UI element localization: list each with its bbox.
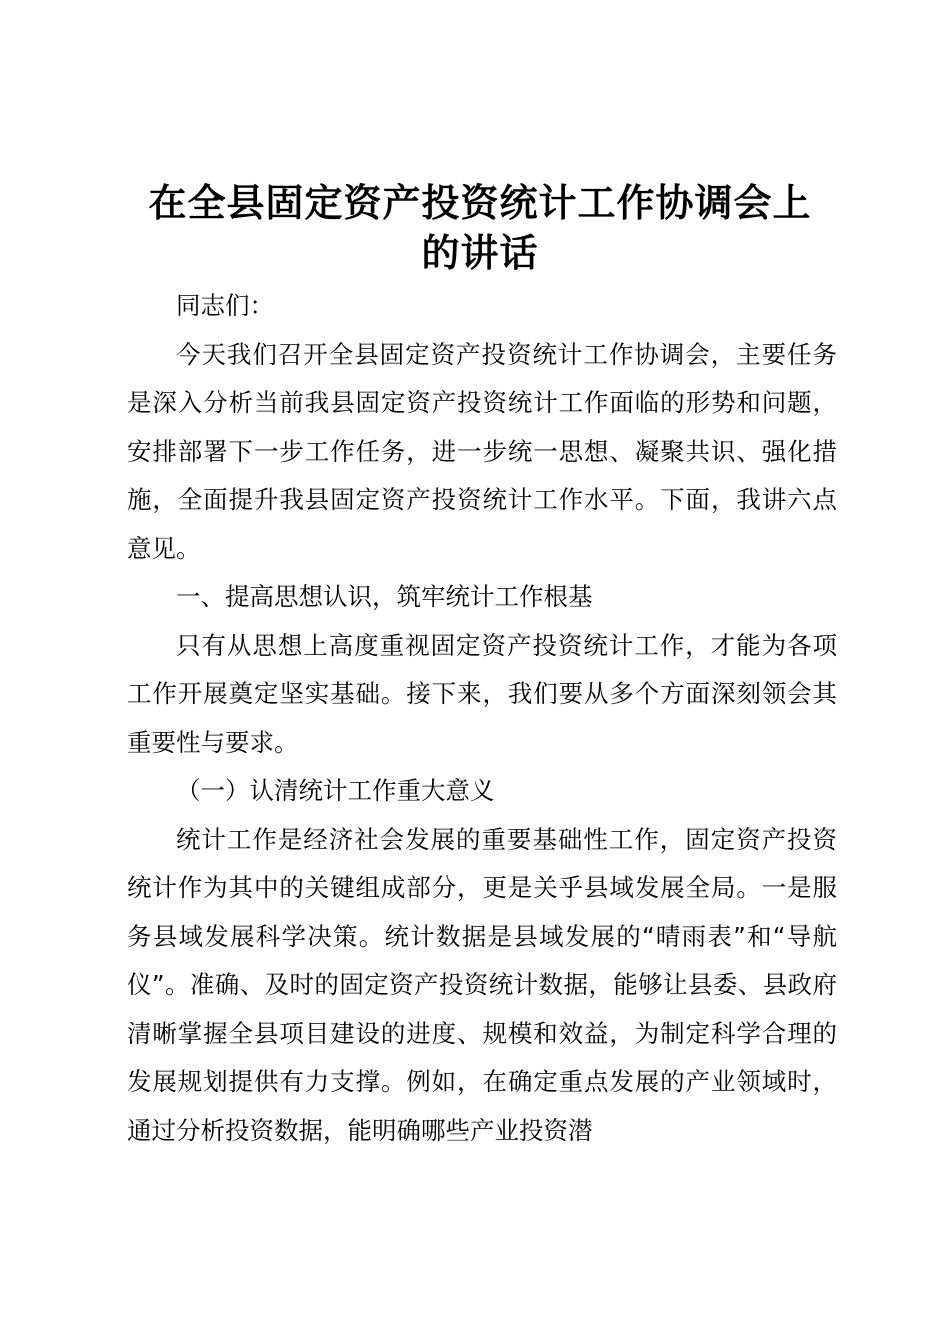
salutation: 同志们： (176, 291, 274, 320)
section-heading-1: 一、提高思想认识，筑牢统计工作根基 (176, 582, 593, 611)
title-line-2: 的讲话 (421, 231, 539, 275)
paragraph-intro: 今天我们召开全县固定资产投资统计工作协调会，主要任务是深入分析当前我县固定资产投资统计工作面临的形势和问题，安排部署下一步工作任务，进一步统一思想、凝聚共识、强化措施，全面提升我县固定资产投资统计工作水平。下面，我讲六点意见。 (127, 339, 837, 563)
document-title (120, 178, 840, 278)
document-body (127, 282, 837, 1155)
subsection-heading-1: （一）认清统计工作重大意义 (176, 776, 495, 805)
title-line-1: 在全县固定资产投资统计工作协调会上 (148, 181, 812, 225)
paragraph-subsection-1-body: 统计工作是经济社会发展的重要基础性工作，固定资产投资统计作为其中的关键组成部分，更是关乎县域发展全局。一是服务县域发展科学决策。统计数据是县域发展的“晴雨表”和“导航仪”。准确、及时的固定资产投资统计数据，能够让县委、县政府清晰掌握全县项目建设的进度、规模和效益，为制定科学合理的发展规划提供有力支撑。例如，在确定重点发展的产业领域时，通过分析投资数据，能明确哪些产业投资潜 (127, 824, 837, 1145)
paragraph-section-1-intro: 只有从思想上高度重视固定资产投资统计工作，才能为各项工作开展奠定坚实基础。接下来，我们要从多个方面深刻领会其重要性与要求。 (127, 630, 837, 757)
